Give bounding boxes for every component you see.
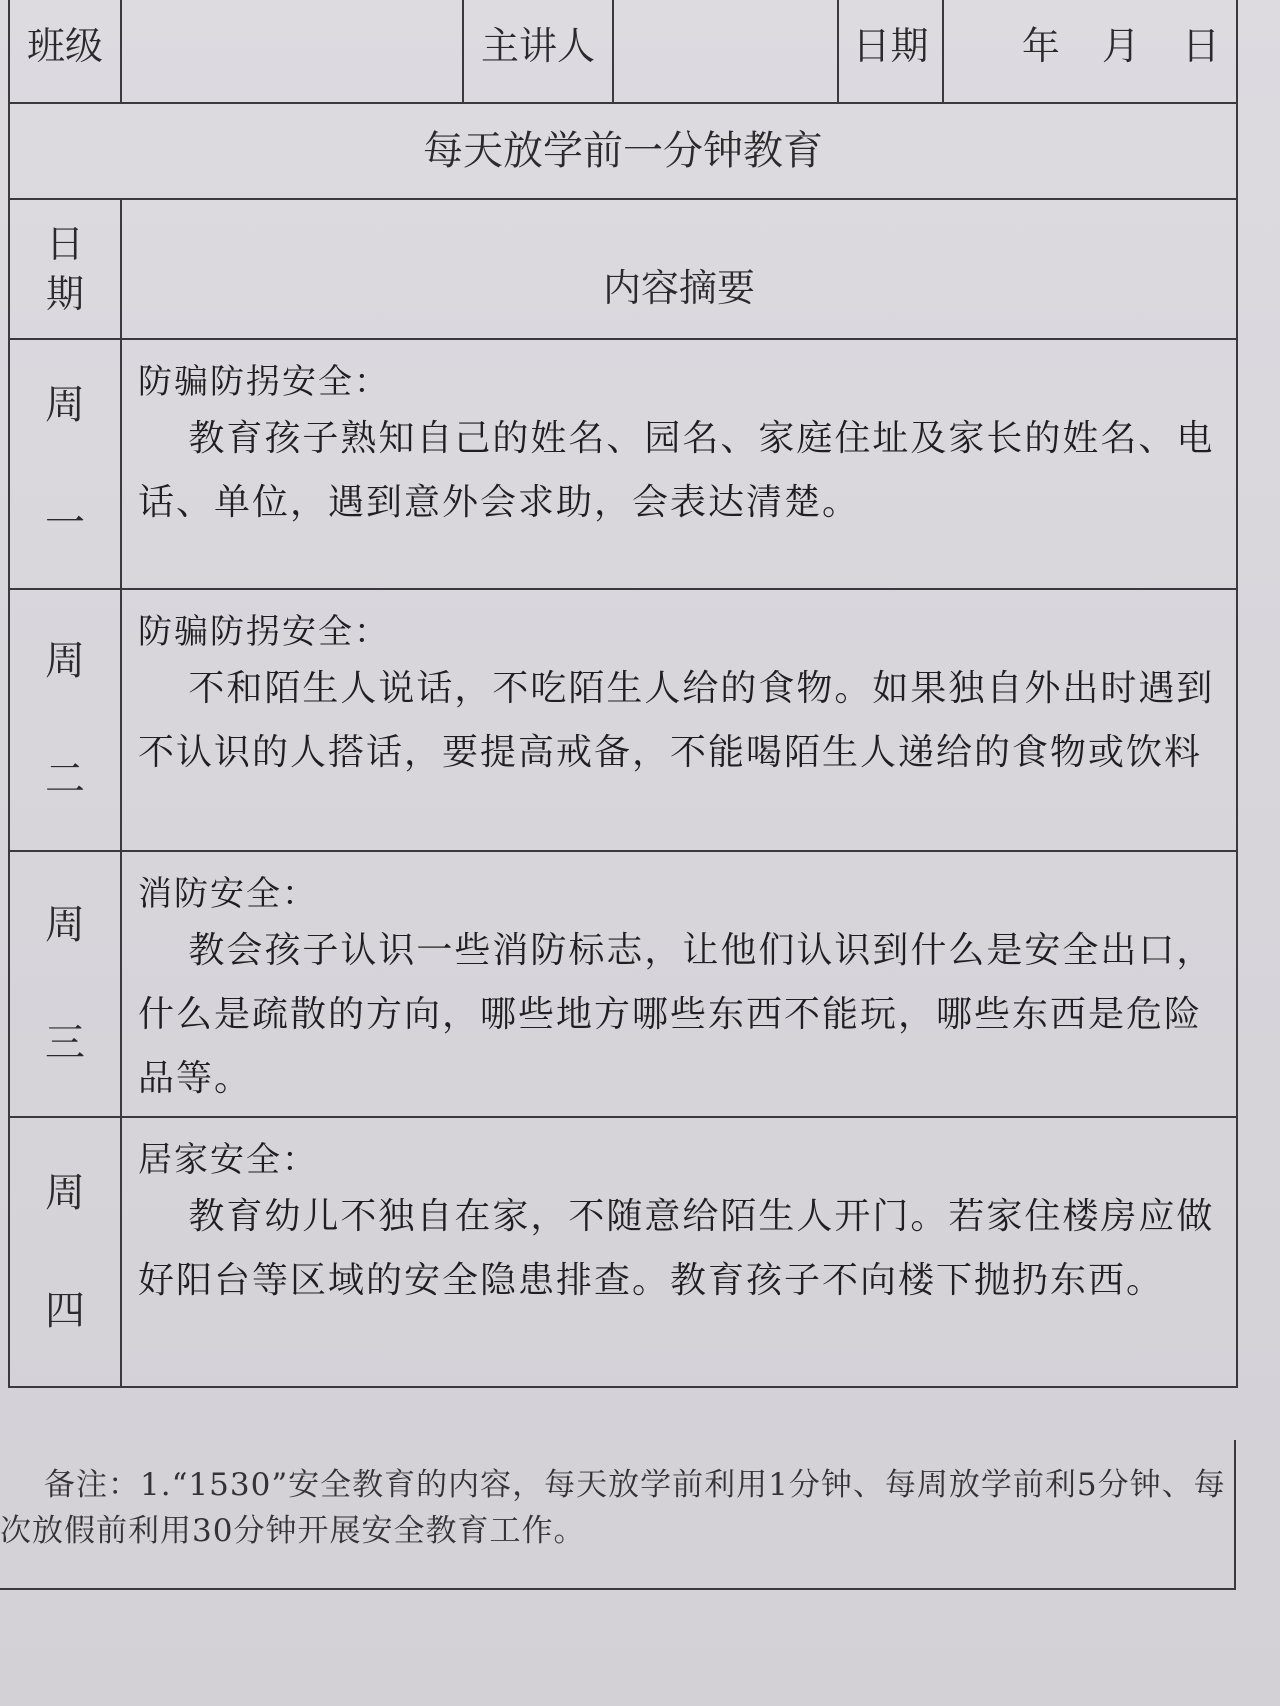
entry-topic: 居家安全： [138, 1140, 318, 1180]
entry-topic: 防骗防拐安全： [138, 362, 390, 402]
education-record-table [8, 0, 1238, 1388]
entry-topic: 防骗防拐安全： [138, 612, 390, 652]
weekday-char2: 四 [45, 1288, 85, 1334]
day-column-header [9, 199, 121, 339]
weekday-char1: 周 [45, 1170, 85, 1216]
remarks-section [0, 1440, 1236, 1590]
speaker-value-cell [613, 0, 838, 103]
weekday-label [9, 589, 121, 851]
weekday-char1: 周 [45, 638, 85, 684]
weekday-label [9, 851, 121, 1117]
day-column-header-line1: 日 [45, 222, 84, 266]
entry-row [9, 339, 1237, 589]
title-row [9, 103, 1237, 199]
entry-content [121, 339, 1237, 589]
entry-body: 不和陌生人说话，不吃陌生人给的食物。如果独自外出时遇到不认识的人搭话，要提高戒备，不能喝陌生人递给的食物或饮料 [138, 668, 1215, 773]
remarks-text: 备注：1.“1530”安全教育的内容，每天放学前利用1分钟、每周放学前利5分钟、每次放假前利用30分钟开展安全教育工作。 [0, 1467, 1226, 1549]
speaker-label: 主讲人 [463, 0, 613, 103]
form-title: 每天放学前一分钟教育 [9, 103, 1237, 199]
weekday-char2: 二 [45, 756, 85, 802]
date-value: 年 月 日 [943, 0, 1237, 103]
entry-row [9, 851, 1237, 1117]
entry-row [9, 589, 1237, 851]
column-header-row [9, 199, 1237, 339]
class-value-cell [121, 0, 463, 103]
entry-content [121, 589, 1237, 851]
entry-body: 教会孩子认识一些消防标志，让他们认识到什么是安全出口，什么是疏散的方向，哪些地方哪些东西不能玩，哪些东西是危险品等。 [138, 930, 1215, 1099]
entry-topic: 消防安全： [138, 874, 318, 914]
weekday-label [9, 339, 121, 589]
entry-content [121, 1117, 1237, 1387]
weekday-char1: 周 [45, 902, 85, 948]
entry-body: 教育孩子熟知自己的姓名、园名、家庭住址及家长的姓名、电话、单位，遇到意外会求助，会表达清楚。 [138, 418, 1215, 523]
entry-content [121, 851, 1237, 1117]
class-label: 班级 [9, 0, 121, 103]
weekday-char2: 一 [45, 500, 85, 546]
entry-row [9, 1117, 1237, 1387]
entry-body: 教育幼儿不独自在家，不随意给陌生人开门。若家住楼房应做好阳台等区域的安全隐患排查。教育孩子不向楼下抛扔东西。 [138, 1196, 1215, 1301]
weekday-label [9, 1117, 121, 1387]
content-column-header: 内容摘要 [121, 199, 1237, 339]
day-column-header-line2: 期 [45, 272, 84, 316]
weekday-char2: 三 [45, 1020, 85, 1066]
header-row [9, 0, 1237, 103]
date-label: 日期 [838, 0, 943, 103]
weekday-char1: 周 [45, 382, 85, 428]
